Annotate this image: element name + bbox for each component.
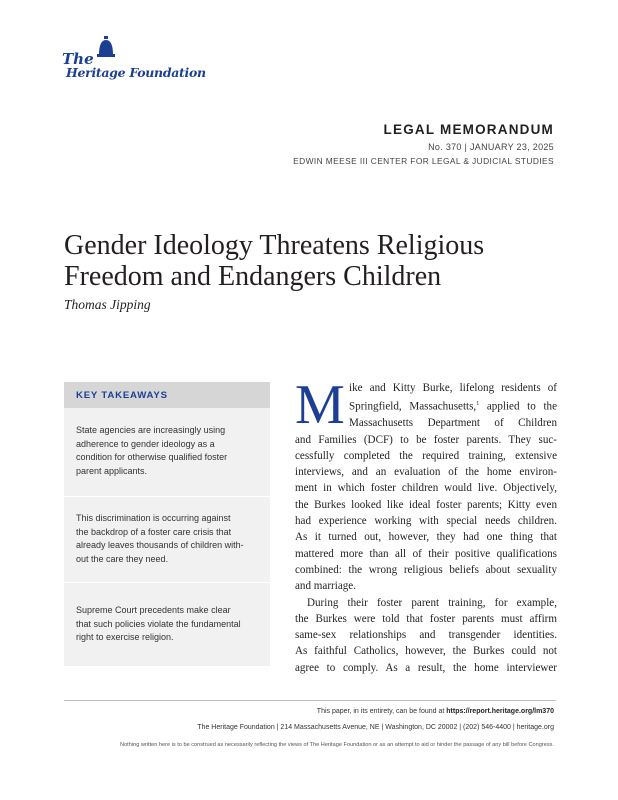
key-takeaways-heading: KEY TAKEAWAYS bbox=[64, 382, 270, 408]
memo-type: LEGAL MEMORANDUM bbox=[383, 122, 554, 137]
body-line: the Burkes were told that foster parents must affirm bbox=[295, 612, 557, 625]
footer-url-line: This paper, in its entirety, can be found at https://report.heritage.org/lm370 bbox=[316, 708, 554, 715]
footer-divider bbox=[64, 700, 556, 701]
body-line: and Families (DCF) to be foster parents. They suc- bbox=[295, 433, 557, 446]
body-text bbox=[295, 380, 557, 676]
body-line: cessfully completed the required training, extensive bbox=[295, 449, 557, 462]
takeaway-item: State agencies are increasingly using adherence to gender ideology as a condition for otherwise qualified foster parent applicants. bbox=[76, 425, 228, 476]
title-line: Gender Ideology Threatens Religious bbox=[64, 230, 485, 261]
body-line: mattered more than all of their positive qualifications bbox=[295, 547, 557, 560]
body-line: ike and Kitty Burke, lifelong residents of bbox=[349, 382, 557, 394]
liberty-bell-icon bbox=[95, 36, 117, 58]
key-takeaways-box bbox=[64, 382, 270, 666]
heritage-logo bbox=[62, 36, 222, 84]
page-title bbox=[64, 230, 564, 292]
title-line: Freedom and Endangers Children bbox=[64, 261, 442, 292]
author: Thomas Jipping bbox=[64, 297, 151, 312]
body-line: During their foster parent training, for example, bbox=[307, 596, 557, 609]
body-line: had experience working with special needs children. bbox=[295, 515, 557, 528]
body-line: combined: the wrong religious beliefs about sexuality bbox=[295, 563, 557, 576]
drop-cap: M bbox=[295, 374, 345, 436]
body-line: same-sex relationships and transgender identities. bbox=[295, 629, 557, 642]
takeaway-divider bbox=[64, 496, 270, 497]
takeaway-divider bbox=[64, 582, 270, 583]
body-line: ment in which foster children would live. Objectively, bbox=[295, 482, 557, 495]
memo-number-date: No. 370 | JANUARY 23, 2025 bbox=[428, 142, 554, 152]
body-line: agree to comply. As a result, the home interviewer bbox=[295, 661, 557, 674]
takeaway-item: This discrimination is occurring against the backdrop of a foster care crisis that already leaves thousands of children with- out the care they need. bbox=[76, 513, 244, 564]
body-line: interviews, and an evaluation of the home environ- bbox=[295, 466, 557, 479]
footer-disclaimer: Nothing written here is to be construed as necessarily reflecting the views of The Heritage Foundation or as an attempt to aid or hinder the passage of any bill before Congress. bbox=[120, 742, 554, 748]
body-line: As it turned out, however, they had one thing that bbox=[295, 531, 557, 544]
memo-header bbox=[293, 122, 554, 166]
body-line: and marriage. bbox=[295, 580, 356, 593]
takeaway-item: Supreme Court precedents make clear that such policies violate the fundamental right to exercise religion. bbox=[76, 605, 241, 642]
logo-the: The bbox=[62, 50, 94, 68]
logo-foundation-name: Heritage Foundation bbox=[66, 65, 206, 80]
body-line: the Burkes looked like ideal foster parents; Kitty even bbox=[295, 498, 557, 511]
memo-center: EDWIN MEESE III CENTER FOR LEGAL & JUDICIAL STUDIES bbox=[293, 156, 554, 166]
body-line: As faithful Catholics, however, the Burkes could not bbox=[295, 645, 557, 658]
body-line: Springfield, Massachusetts,$^1$ applied to the bbox=[349, 400, 557, 413]
footnote-mark[interactable]: 1 bbox=[476, 401, 480, 408]
footer-address: The Heritage Foundation | 214 Massachusetts Avenue, NE | Washington, DC 20002 | (202) 546-4400 | heritage.org bbox=[197, 724, 554, 731]
body-line: Massachusetts Department of Children bbox=[349, 417, 557, 430]
report-link[interactable]: https://report.heritage.org/lm370 bbox=[446, 708, 554, 715]
